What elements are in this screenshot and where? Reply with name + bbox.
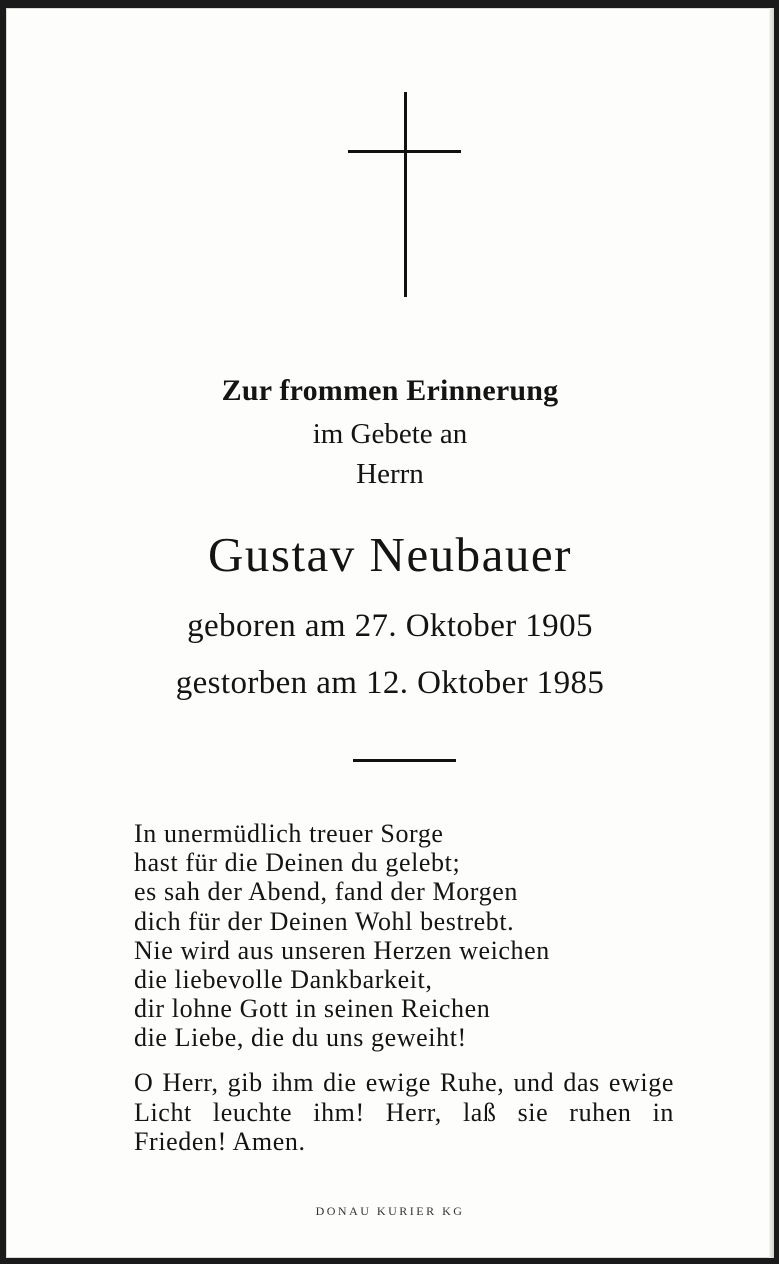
memorial-card [6, 8, 774, 1258]
poem-line: hast für die Deinen du gelebt; [134, 848, 461, 878]
birth-date: geboren am 27. Oktober 1905 [187, 608, 593, 644]
poem-line: dich für der Deinen Wohl bestrebt. [134, 906, 515, 936]
poem-line: dir lohne Gott in seinen Reichen [134, 994, 491, 1024]
deceased-name: Gustav Neubauer [207, 527, 573, 582]
card-heading: Zur frommen Erinnerung [221, 374, 559, 407]
closing-prayer: O Herr, gib ihm die ewige Ruhe, und das ewige Licht leuchte ihm! Herr, laß sie ruhen in Frieden! Amen. [134, 1068, 674, 1156]
poem-line: Nie wird aus unseren Herzen weichen [134, 935, 550, 965]
divider-rule [353, 759, 456, 762]
poem-line: die liebevolle Dankbarkeit, [134, 965, 433, 995]
memorial-poem [134, 819, 694, 1053]
death-date: gestorben am 12. Oktober 1985 [175, 665, 605, 701]
printer-imprint: DONAU KURIER KG [315, 1204, 465, 1218]
poem-line: In unermüdlich treuer Sorge [134, 819, 444, 848]
poem-line: es sah der Abend, fand der Morgen [134, 877, 518, 907]
cross-vertical-bar [404, 92, 407, 297]
card-subheading-title: Herrn [356, 458, 424, 490]
card-subheading-prayer: im Gebete an [312, 418, 468, 450]
cross-horizontal-bar [348, 150, 461, 153]
poem-line: die Liebe, die du uns geweiht! [134, 1023, 467, 1053]
